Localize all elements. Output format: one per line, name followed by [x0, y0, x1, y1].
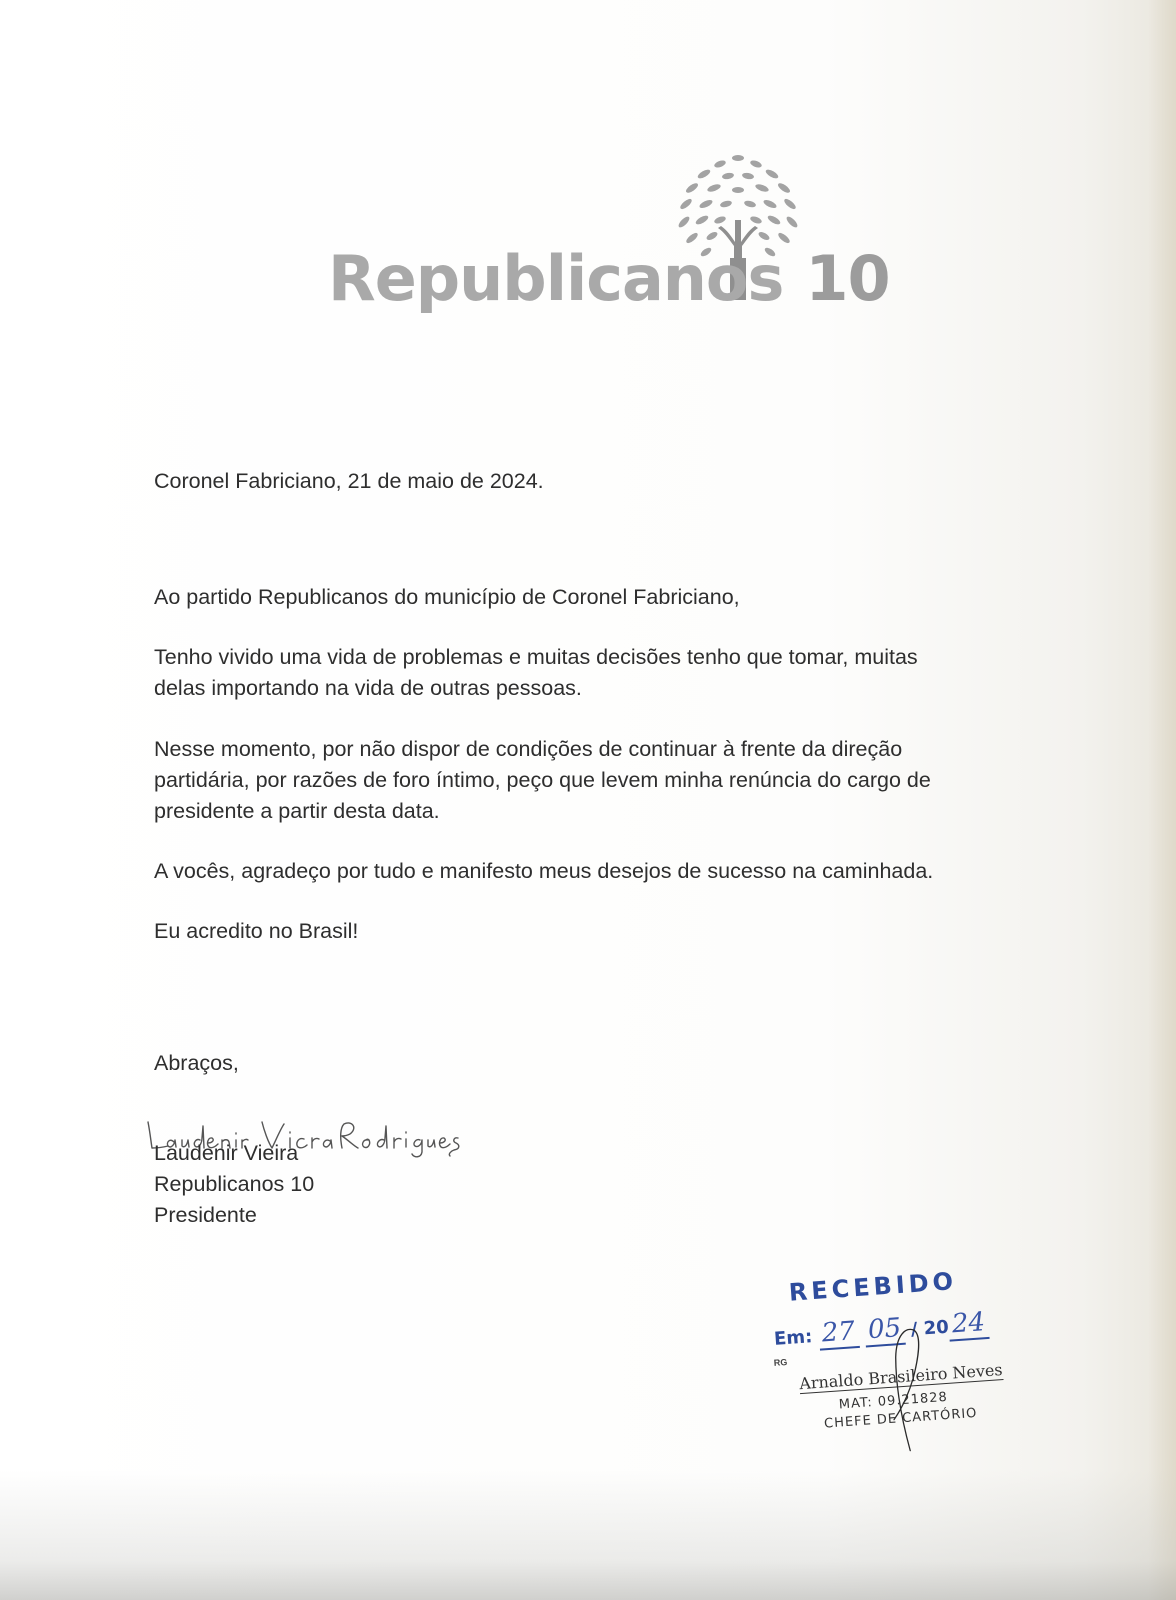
paper-edge-shadow	[1148, 0, 1176, 1600]
signer-party: Republicanos 10	[154, 1172, 315, 1196]
stamp-year-suffix: 24	[947, 1307, 989, 1342]
letter-paragraph	[154, 734, 931, 827]
paragraph-line: A vocês, agradeço por tudo e manifesto meus desejos de sucesso na caminhada.	[154, 859, 934, 883]
paragraph-line: delas importando na vida de outras pessoas.	[154, 676, 582, 700]
stamp-year-prefix: / 20	[910, 1316, 950, 1341]
stamp-registration: MAT: 09.21828	[838, 1389, 949, 1413]
paragraph-line: partidária, por razões de foro íntimo, peço que levem minha renúncia do cargo de	[154, 768, 931, 792]
stamp-title: RECEBIDO	[787, 1266, 958, 1307]
logo-name: Republicanos	[328, 242, 784, 315]
party-logo	[328, 150, 890, 320]
stamp-date	[773, 1307, 990, 1354]
stamp-day: 27	[817, 1316, 859, 1351]
letter-date: Coronel Fabriciano, 21 de maio de 2024.	[154, 469, 544, 493]
signer-name: Laudenir Vieira	[154, 1141, 299, 1165]
paper-bottom-shadow	[0, 1470, 1176, 1600]
letter-paragraph	[154, 856, 933, 887]
stamp-month: 05	[864, 1313, 906, 1348]
stamp-date-prefix: Em:	[773, 1326, 814, 1350]
signer-block	[154, 1138, 314, 1231]
logo-wordmark	[328, 242, 890, 315]
paragraph-line: Eu acredito no Brasil!	[154, 919, 359, 943]
received-stamp	[770, 1263, 1023, 1469]
letter-salutation: Ao partido Republicanos do município de Coronel Fabriciano,	[154, 585, 740, 609]
stamp-official-role: CHEFE DE CARTÓRIO	[823, 1405, 978, 1432]
stamp-small-label: RG	[773, 1357, 788, 1368]
signer-role: Presidente	[154, 1203, 257, 1227]
logo-number: 10	[805, 242, 890, 315]
paragraph-line: Nesse momento, por não dispor de condições de continuar à frente da direção	[154, 737, 903, 761]
letter-paragraph	[154, 642, 918, 704]
stamp-official-name: Arnaldo Brasileiro Neves	[798, 1360, 1004, 1394]
letter-paragraph	[154, 916, 358, 947]
paragraph-line: presidente a partir desta data.	[154, 799, 440, 823]
letter-closing: Abraços,	[154, 1051, 239, 1075]
paragraph-line: Tenho vivido uma vida de problemas e muitas decisões tenho que tomar, muitas	[154, 645, 918, 669]
